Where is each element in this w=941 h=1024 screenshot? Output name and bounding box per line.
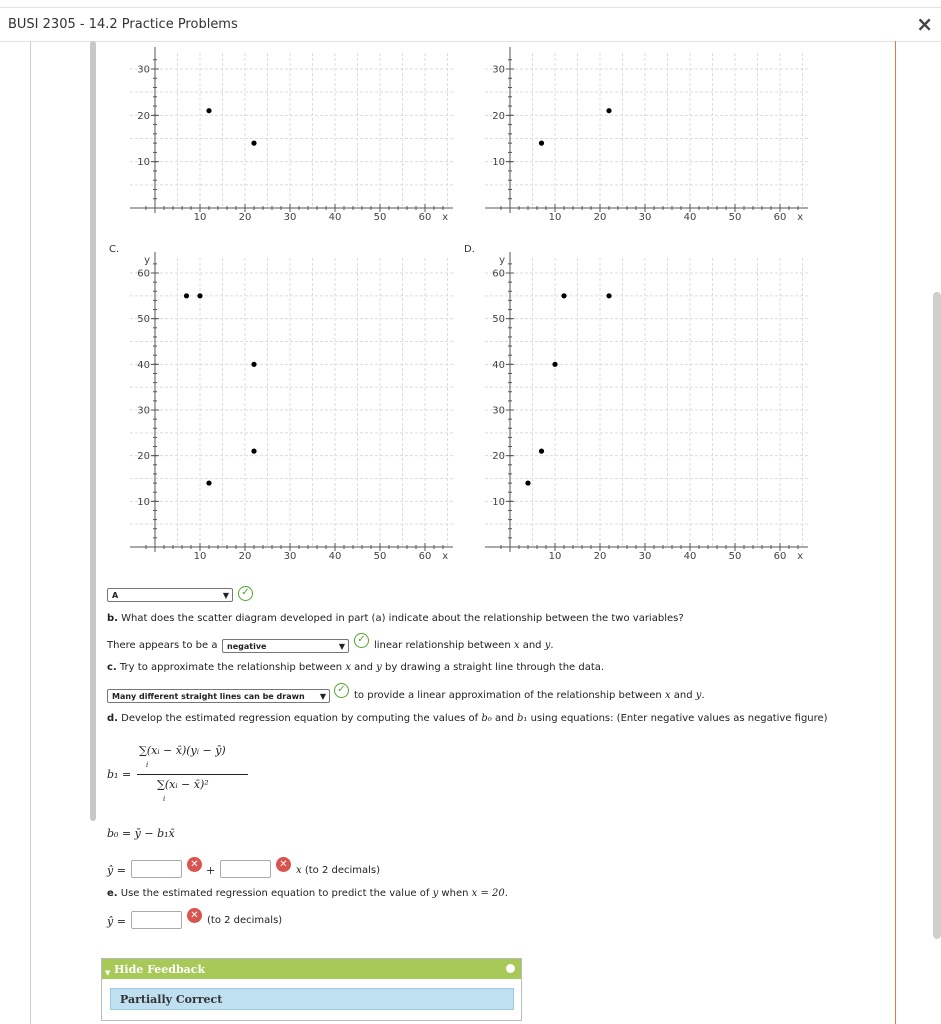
var-y: y [376,662,382,673]
x-tick-label: 40 [683,212,697,223]
period: . [550,640,554,651]
incorrect-x-icon: ✕ [276,857,291,872]
x-tick-label: 40 [328,212,342,223]
pin-icon[interactable] [506,964,515,973]
x-axis-label: x [797,551,804,562]
when-word: when [441,888,469,899]
sum-subscript: i [146,761,149,769]
y-tick-label: 20 [137,110,150,122]
prediction-input[interactable] [131,911,182,929]
x-tick-label: 30 [283,551,297,562]
part-c-label: c. [107,662,117,673]
data-point [539,141,544,146]
y-tick-label: 40 [137,359,150,371]
y-tick-label: 30 [492,405,505,417]
x-tick-label: 40 [683,551,697,562]
correct-check-icon: ✓ [334,683,349,698]
chevron-down-icon: ▼ [319,692,326,701]
y-tick-label: 60 [492,268,505,280]
data-point [561,293,566,298]
decimals-note: (to 2 decimals) [207,915,283,926]
fraction-bar [137,774,248,775]
part-e-label: e. [107,888,118,899]
data-point [251,362,256,367]
y-tick-label: 50 [137,314,150,326]
x-tick-label: 20 [593,212,607,223]
y-tick-label: 10 [137,157,150,169]
and-word: and [673,690,693,701]
data-point [539,449,544,454]
yhat-label: ŷ = [107,915,126,928]
part-c-question [107,662,604,673]
part-b-question [107,613,684,624]
and-word: and [354,662,373,673]
y-tick-label: 30 [137,64,150,76]
slope-suffix [296,865,380,876]
x-tick-label: 30 [638,551,652,562]
part-c-suffix-text: to provide a linear approximation of the relationship between [354,690,662,701]
part-c-suffix [354,690,705,701]
x-axis-label: x [797,212,804,223]
x-tick-label: 20 [593,551,607,562]
part-c-text-pre: Try to approximate the relationship between [119,662,343,673]
x-tick-label: 60 [773,551,787,562]
approximation-select[interactable] [107,689,330,703]
var-x: x [664,690,671,701]
relationship-selected-value: negative [227,642,267,651]
incorrect-x-icon: ✕ [187,857,202,872]
incorrect-x-icon: ✕ [187,908,202,923]
condition: x = 20 [471,888,505,899]
x-tick-label: 20 [238,551,252,562]
part-b-prefix: There appears to be a [107,640,218,651]
intercept-input[interactable] [131,860,182,878]
b0-symbol: b₀ [481,713,492,724]
b1-numerator: ∑(xᵢ − x̄)(yᵢ − ȳ) [139,744,226,757]
data-point [184,293,189,298]
x-tick-label: 30 [283,212,297,223]
part-b-text: What does the scatter diagram developed in part (a) indicate about the relationship between the two variables? [121,613,684,624]
period: . [504,888,508,899]
x-axis-label: x [442,212,449,223]
relationship-select[interactable] [222,639,349,653]
var-y: y [544,640,551,651]
y-tick-label: 20 [137,451,150,463]
b1-denominator: ∑(xᵢ − x̄)² [157,778,209,791]
choice-label-d: D. [464,244,475,255]
part-a-select[interactable] [107,588,233,602]
x-tick-label: 60 [773,212,787,223]
var-x: x [345,662,351,673]
x-tick-label: 10 [548,551,562,562]
var-y: y [432,888,439,899]
plus-sign: + [206,864,216,877]
x-tick-label: 60 [418,551,432,562]
x-tick-label: 10 [193,551,207,562]
data-point [206,108,211,113]
b1-symbol: b₁ [517,713,528,724]
y-axis-label: y [499,255,505,266]
triangle-down-icon: ▼ [105,968,111,977]
x-tick-label: 50 [373,212,387,223]
data-point [206,480,211,485]
y-axis-label: y [144,255,150,266]
part-b-suffix [374,640,554,651]
sum-subscript: i [163,795,166,803]
part-d-question [107,713,828,724]
data-point [197,293,202,298]
part-e-text: Use the estimated regression equation to predict the value of [120,888,430,899]
b1-lhs: b₁ = [107,768,132,781]
y-tick-label: 20 [492,451,505,463]
feedback-panel [101,958,522,1021]
y-tick-label: 30 [492,64,505,76]
and-word: and [522,640,542,651]
part-b-suffix-text: linear relationship between [374,640,511,651]
slope-input[interactable] [220,860,271,878]
data-point [606,108,611,113]
b0-equation: b₀ = ȳ − b₁x̄ [107,827,175,840]
x-tick-label: 30 [638,212,652,223]
period: . [701,690,705,701]
y-tick-label: 10 [137,496,150,508]
close-icon[interactable]: × [916,12,933,36]
correct-check-icon: ✓ [238,586,253,601]
y-tick-label: 10 [492,496,505,508]
correct-check-icon: ✓ [354,633,369,648]
hide-feedback-toggle[interactable] [102,959,521,979]
x-tick-label: 60 [418,212,432,223]
y-tick-label: 60 [137,268,150,280]
data-point [251,449,256,454]
part-d-text-post: using equations: (Enter negative values as negative figure) [530,713,828,724]
data-point [606,293,611,298]
y-tick-label: 30 [137,405,150,417]
x-tick-label: 50 [728,212,742,223]
choice-label-c: C. [109,244,120,255]
y-tick-label: 50 [492,314,505,326]
data-point [525,480,530,485]
var-y: y [695,690,702,701]
x-tick-label: 10 [548,212,562,223]
yhat-label: ŷ = [107,864,126,877]
var-x: x [296,865,302,876]
feedback-header-label: Hide Feedback [114,963,206,976]
x-axis-label: x [442,551,449,562]
chevron-down-icon: ▼ [222,591,229,600]
feedback-status: Partially Correct [110,988,514,1010]
part-e-question [107,888,508,899]
part-b-label: b. [107,613,118,624]
y-tick-label: 10 [492,157,505,169]
x-tick-label: 10 [193,212,207,223]
and-word: and [494,713,514,724]
x-tick-label: 50 [728,551,742,562]
data-point [552,362,557,367]
y-tick-label: 20 [492,110,505,122]
decimals-note: (to 2 decimals) [304,865,381,876]
x-tick-label: 20 [238,212,252,223]
chevron-down-icon: ▼ [338,642,345,651]
approximation-selected-value: Many different straight lines can be drawn [112,692,305,701]
var-x: x [513,640,520,651]
data-point [251,141,256,146]
part-d-label: d. [107,713,118,724]
x-tick-label: 50 [373,551,387,562]
part-c-text-post: by drawing a straight line through the data. [385,662,605,673]
part-d-text-pre: Develop the estimated regression equation by computing the values of [121,713,479,724]
page-title: BUSI 2305 - 14.2 Practice Problems [8,17,238,32]
part-a-selected-value: A [112,591,119,600]
x-tick-label: 40 [328,551,342,562]
y-tick-label: 40 [492,359,505,371]
